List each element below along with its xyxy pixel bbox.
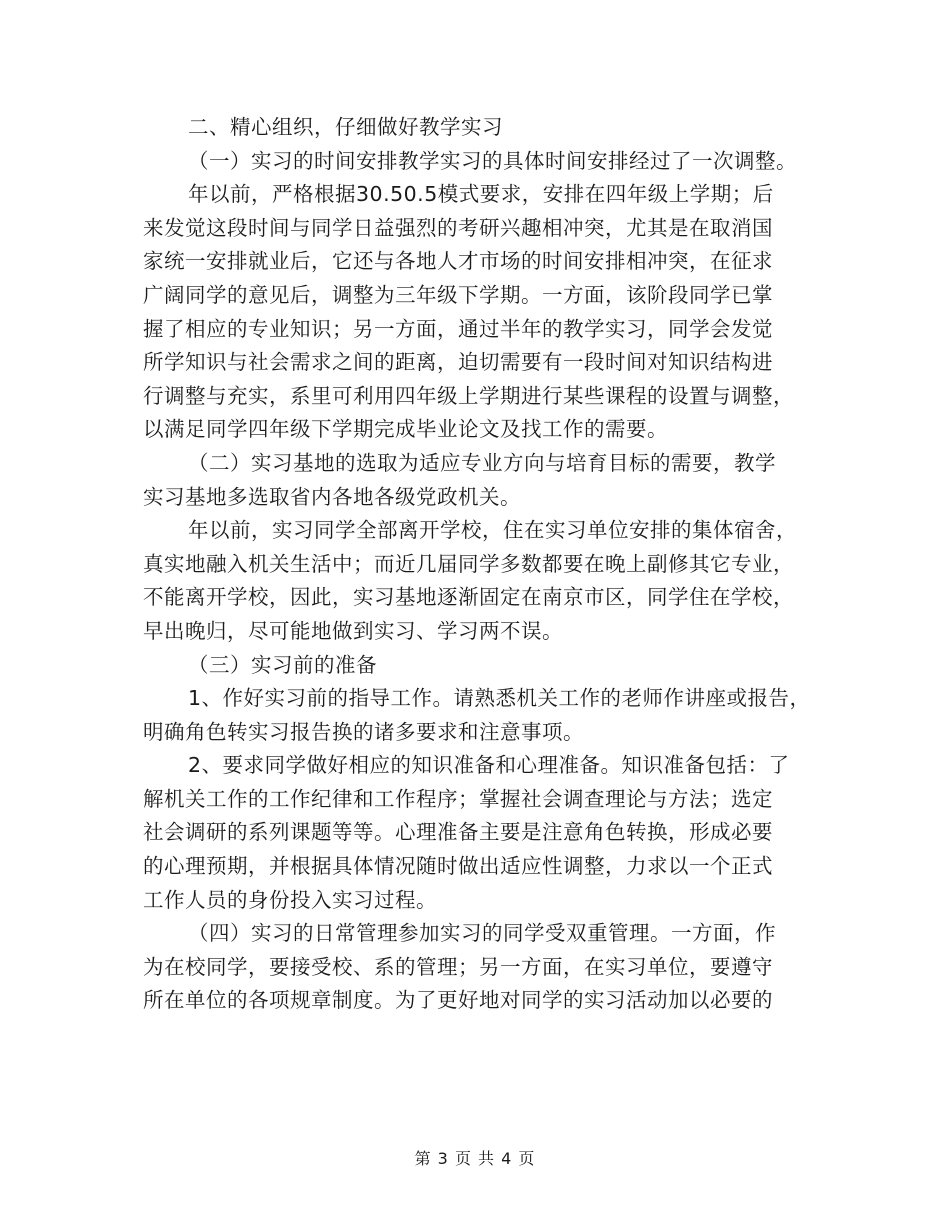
text-line: （三）实习前的准备 (188, 652, 377, 677)
text-line: 年以前，实习同学全部离开学校，住在实习单位安排的集体宿舍， (188, 518, 797, 543)
text-line: 的心理预期，并根据具体情况随时做出适应性调整，力求以一个正式 (143, 854, 773, 879)
text-line: 明确角色转实习报告换的诸多要求和注意事项。 (143, 719, 584, 744)
text-line: （一）实习的时间安排教学实习的具体时间安排经过了一次调整。 (188, 148, 797, 173)
text-line: 不能离开学校，因此，实习基地逐渐固定在南京市区，同学住在学校， (143, 585, 794, 610)
text-line: 握了相应的专业知识；另一方面，通过半年的教学实习，同学会发觉 (143, 316, 773, 341)
text-line: 2、要求同学做好相应的知识准备和心理准备。知识准备包括：了 (188, 753, 790, 778)
text-line: 真实地融入机关生活中；而近几届同学多数都要在晚上副修其它专业， (143, 551, 794, 576)
text-line: 广阔同学的意见后，调整为三年级下学期。一方面，该阶段同学已掌 (143, 282, 773, 307)
text-line: 1、作好实习前的指导工作。请熟悉机关工作的老师作讲座或报告， (188, 686, 811, 711)
text-line: 社会调研的系列课题等等。心理准备主要是注意角色转换，形成必要 (143, 820, 773, 845)
text-line: 工作人员的身份投入实习过程。 (143, 887, 437, 912)
document-body (143, 111, 833, 1018)
text-line: 行调整与充实，系里可利用四年级上学期进行某些课程的设置与调整， (143, 383, 794, 408)
text-line: 年以前，严格根据30.50.5模式要求，安排在四年级上学期；后 (188, 182, 774, 207)
page-footer: 第 3 页 共 4 页 (414, 1149, 536, 1168)
text-line: 解机关工作的工作纪律和工作程序；掌握社会调查理论与方法；选定 (143, 786, 773, 811)
text-line: 二、精心组织，仔细做好教学实习 (188, 115, 503, 139)
text-line: 实习基地多选取省内各地各级党政机关。 (143, 484, 521, 509)
text-line: 家统一安排就业后，它还与各地人才市场的时间安排相冲突，在征求 (143, 249, 773, 274)
text-line: 早出晚归，尽可能地做到实习、学习两不误。 (143, 618, 563, 643)
text-line: （二）实习基地的选取为适应专业方向与培育目标的需要，教学 (188, 450, 776, 475)
text-line: 来发觉这段时间与同学日益强烈的考研兴趣相冲突，尤其是在取消国 (143, 215, 773, 240)
text-line: 所学知识与社会需求之间的距离，迫切需要有一段时间对知识结构进 (143, 350, 773, 375)
text-line: 为在校同学，要接受校、系的管理；另一方面，在实习单位，要遵守 (143, 954, 773, 979)
text-line: 以满足同学四年级下学期完成毕业论文及找工作的需要。 (143, 417, 668, 442)
text-line: 所在单位的各项规章制度。为了更好地对同学的实习活动加以必要的 (143, 988, 773, 1013)
text-line: （四）实习的日常管理参加实习的同学受双重管理。一方面，作 (188, 921, 776, 946)
